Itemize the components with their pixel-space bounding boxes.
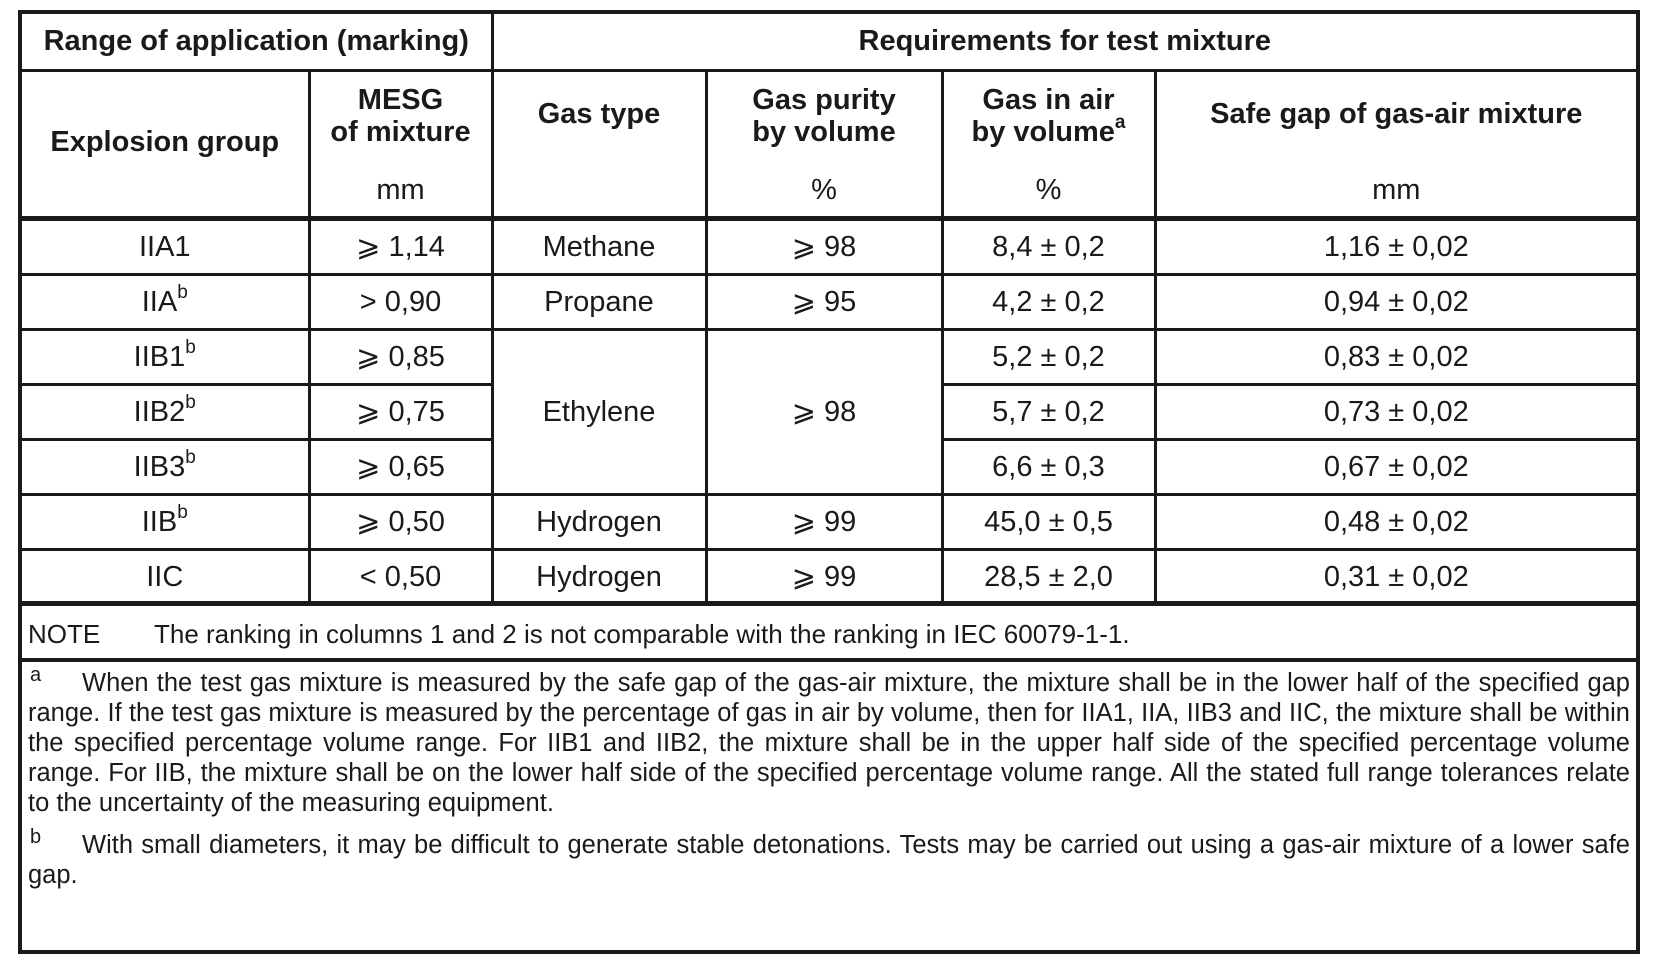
table-row: [22, 549, 1636, 604]
range-of-application-header: Range of application (marking): [22, 14, 492, 70]
note-text: The ranking in columns 1 and 2 is not comparable with the ranking in IEC 60079-1-1.: [154, 619, 1130, 649]
safe-gap-cell: 0,94 ± 0,02: [1155, 274, 1636, 329]
explosion-group-cell: IIB1$^b$: [22, 329, 309, 384]
table-row: [22, 494, 1636, 549]
safe-gap-cell: 0,48 ± 0,02: [1155, 494, 1636, 549]
mesg-cell: < 0,50: [309, 549, 492, 604]
footnote-b-ref: b: [185, 391, 196, 413]
footnote-b-ref: b: [177, 281, 188, 303]
safe-gap-header: Safe gap of gas-air mixture mm: [1155, 70, 1636, 218]
requirements-header: Requirements for test mixture: [492, 14, 1636, 70]
table-note: [22, 601, 1636, 658]
explosion-group-cell: IIC: [22, 549, 309, 604]
gas-type-cell: Hydrogen: [492, 549, 706, 604]
footnote-a: [28, 664, 1630, 818]
explosion-group-cell: IIB3$^b$: [22, 439, 309, 494]
gas-in-air-cell: 5,2 ± 0,2: [942, 329, 1155, 384]
mesg-cell: > 0,90: [309, 274, 492, 329]
test-mixture-table: [22, 14, 1636, 606]
gas-type-cell: Methane: [492, 218, 706, 274]
mesg-cell: ⩾ 0,85: [309, 329, 492, 384]
mesg-cell: ⩾ 0,75: [309, 384, 492, 439]
gas-purity-cell: ⩾ 99: [706, 494, 942, 549]
gas-purity-cell: ⩾ 95: [706, 274, 942, 329]
footnote-text: When the test gas mixture is measured by the safe gap of the gas-air mixture, the mixture shall be in the lower half of the specified gap range. If the test gas mixture is measured by the percentage of gas in air by volume, then for IIA1, IIA, IIB3 and IIC, the mixture shall be within the specified percentage volume range. For IIB1 and IIB2, the mixture shall be in the upper half side of the specified percentage volume range. For IIB, the mixture shall be on the lower half side of the specified percentage volume range. All the stated full range tolerances relate to the uncertainty of the measuring equipment.: [28, 669, 1630, 817]
safe-gap-cell: 0,67 ± 0,02: [1155, 439, 1636, 494]
mesg-header: MESG of mixture mm: [309, 70, 492, 218]
gas-in-air-cell: 28,5 ± 2,0: [942, 549, 1155, 604]
gas-type-cell: Hydrogen: [492, 494, 706, 549]
gas-in-air-cell: 4,2 ± 0,2: [942, 274, 1155, 329]
footnote-b-ref: b: [185, 336, 196, 358]
footnote-b-ref: b: [185, 446, 196, 468]
gas-in-air-cell: 8,4 ± 0,2: [942, 218, 1155, 274]
gas-type-header: Gas type: [492, 70, 706, 218]
mesg-cell: ⩾ 1,14: [309, 218, 492, 274]
footnote-text: With small diameters, it may be difficult to generate stable detonations. Tests may be carried out using a gas-air mixture of a lower safe gap.: [28, 831, 1630, 889]
note-label: NOTE: [28, 619, 101, 649]
table-row: [22, 274, 1636, 329]
footnote-marker: a: [30, 664, 42, 686]
gas-purity-cell: ⩾ 99: [706, 549, 942, 604]
explosion-group-cell: IIA$^b$: [22, 274, 309, 329]
footnote-a-ref: a: [1114, 111, 1126, 133]
standard-table-frame: [18, 10, 1640, 954]
safe-gap-cell: 1,16 ± 0,02: [1155, 218, 1636, 274]
gas-type-cell: Propane: [492, 274, 706, 329]
footnotes-section: [22, 658, 1636, 890]
explosion-group-header: Explosion group: [22, 70, 309, 218]
table-row: [22, 218, 1636, 274]
gas-in-air-cell: 45,0 ± 0,5: [942, 494, 1155, 549]
explosion-group-cell: IIB$^b$: [22, 494, 309, 549]
footnote-b: [28, 826, 1630, 890]
explosion-group-cell: IIA1: [22, 218, 309, 274]
table-row: [22, 329, 1636, 384]
gas-in-air-header: Gas in air by volume$^a$ %: [942, 70, 1155, 218]
gas-purity-cell: ⩾ 98: [706, 218, 942, 274]
mesg-cell: ⩾ 0,65: [309, 439, 492, 494]
safe-gap-cell: 0,31 ± 0,02: [1155, 549, 1636, 604]
footnote-b-ref: b: [177, 501, 188, 523]
gas-type-cell: Ethylene: [492, 329, 706, 494]
explosion-group-cell: IIB2$^b$: [22, 384, 309, 439]
safe-gap-cell: 0,83 ± 0,02: [1155, 329, 1636, 384]
safe-gap-cell: 0,73 ± 0,02: [1155, 384, 1636, 439]
gas-purity-header: Gas purity by volume %: [706, 70, 942, 218]
gas-in-air-cell: 6,6 ± 0,3: [942, 439, 1155, 494]
footnote-marker: b: [30, 826, 42, 848]
gas-in-air-cell: 5,7 ± 0,2: [942, 384, 1155, 439]
gas-purity-cell: ⩾ 98: [706, 329, 942, 494]
mesg-cell: ⩾ 0,50: [309, 494, 492, 549]
